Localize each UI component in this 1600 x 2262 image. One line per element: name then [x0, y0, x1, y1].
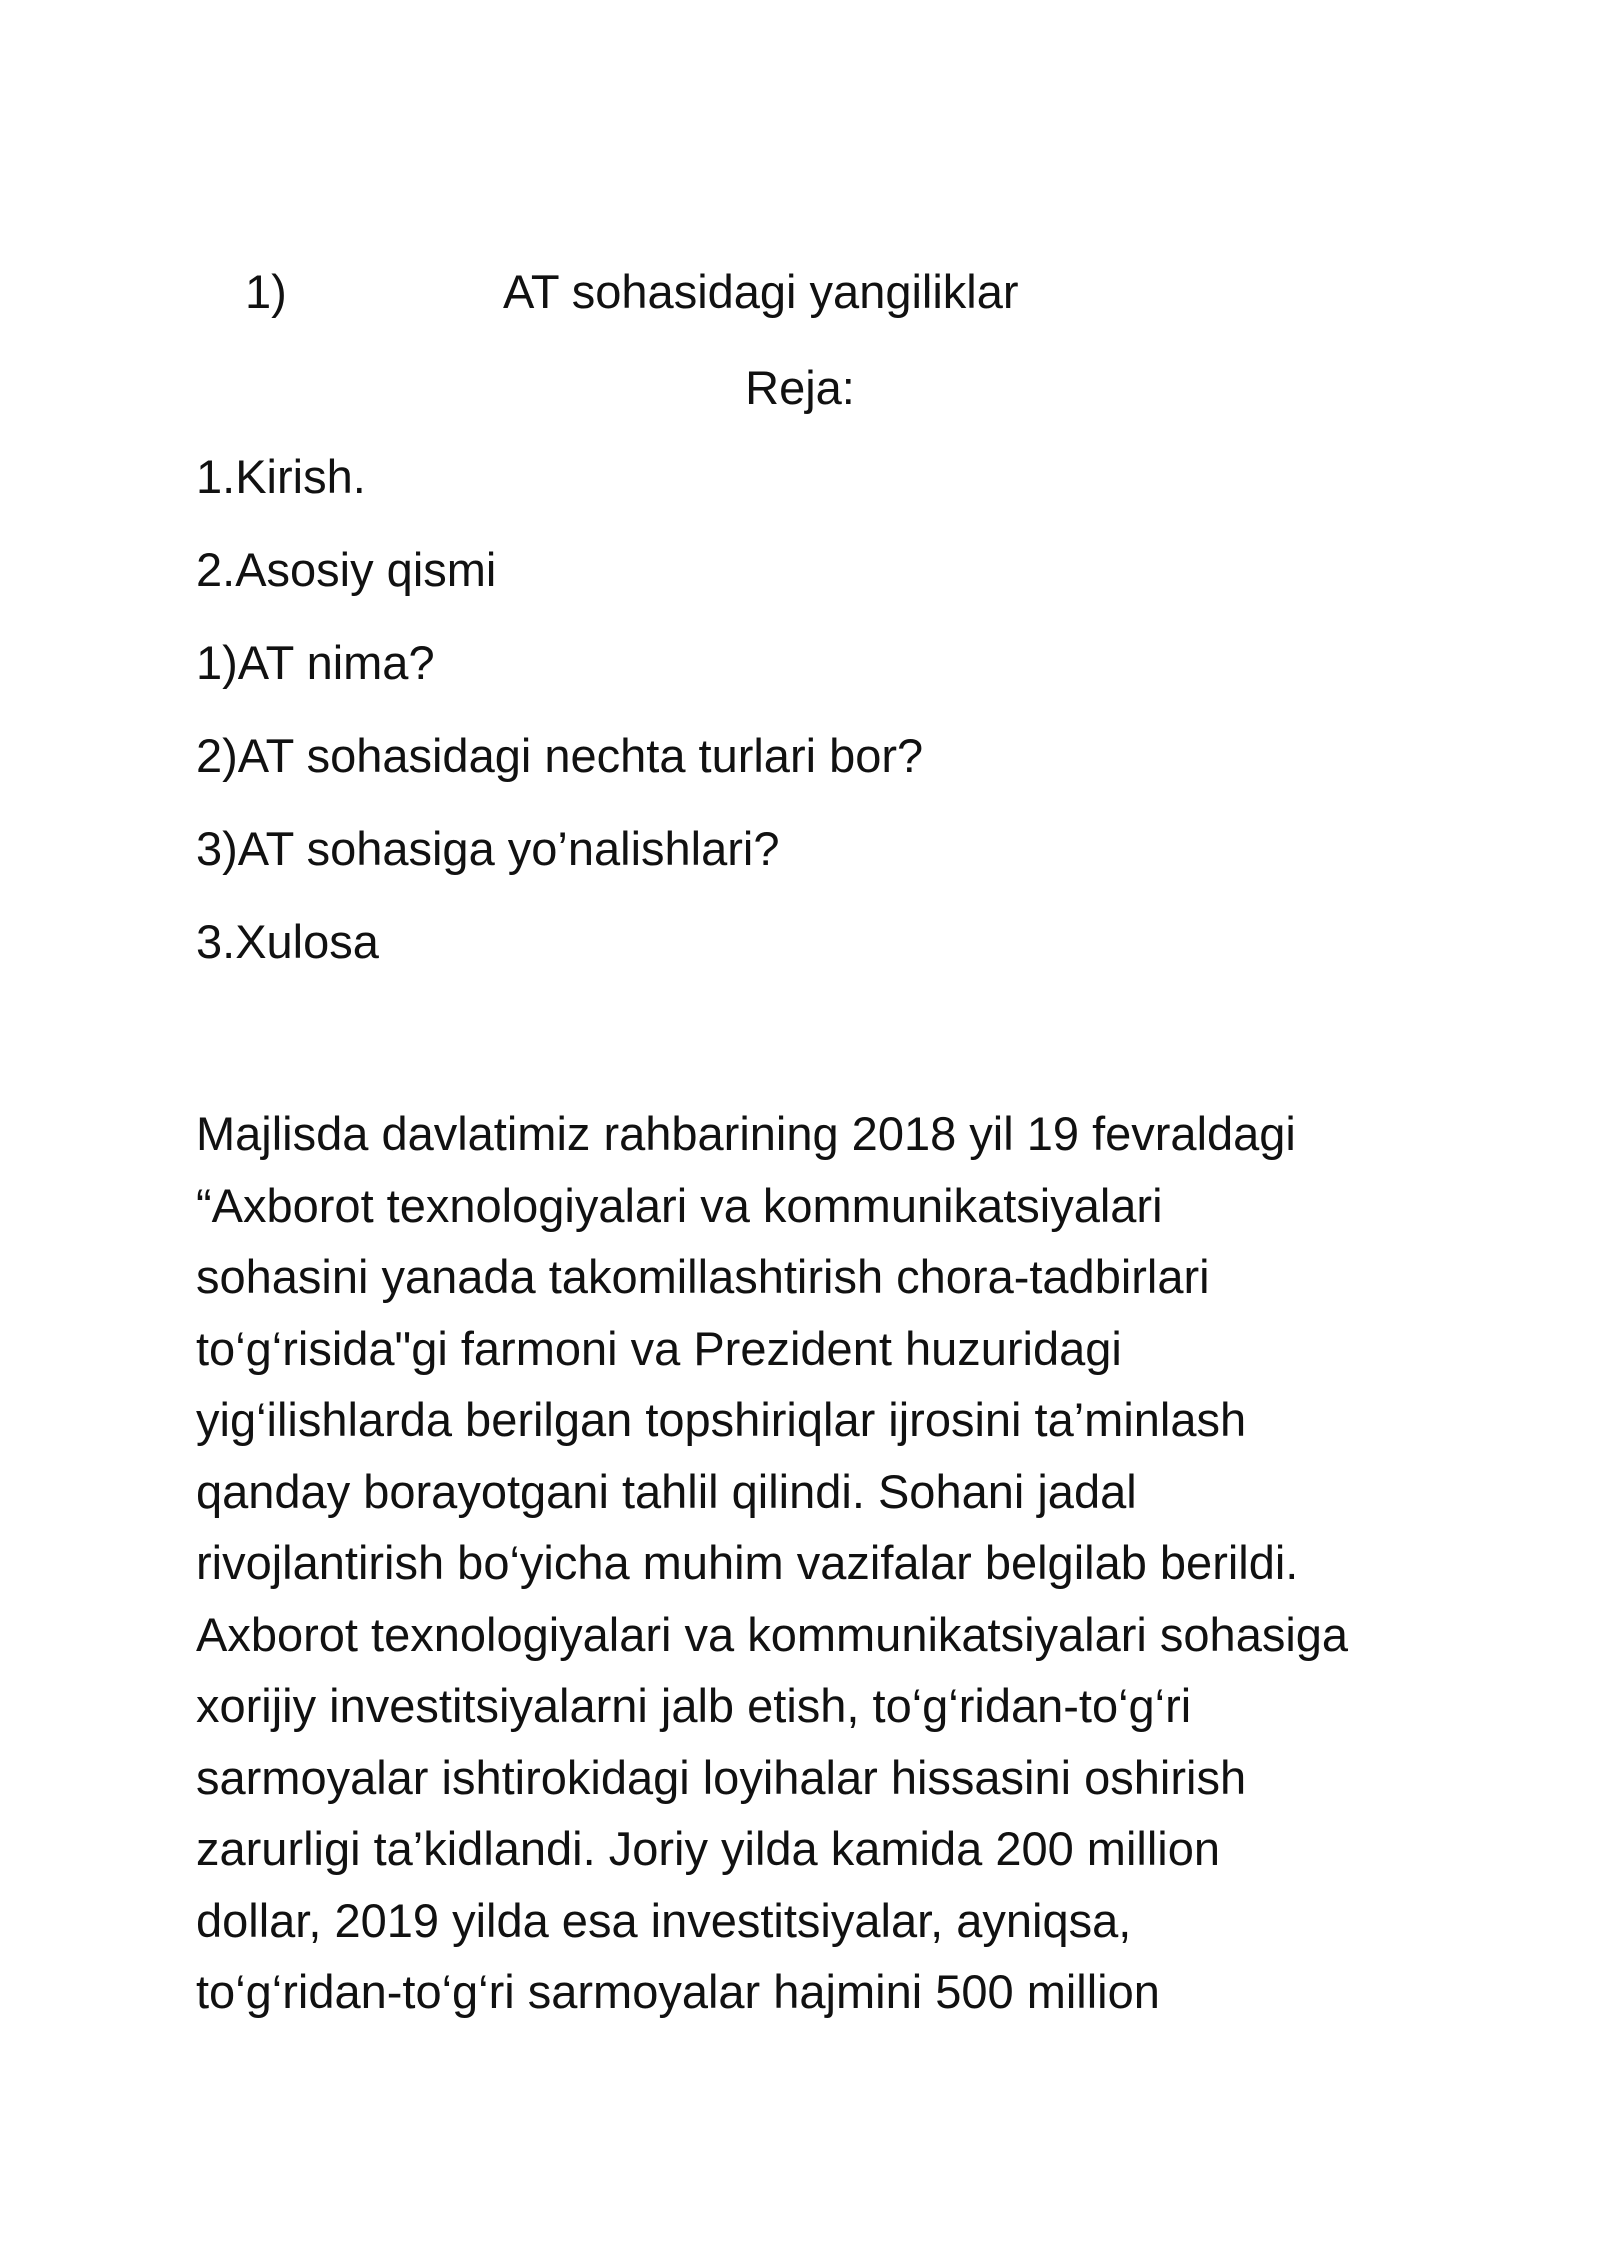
body-line: xorijiy investitsiyalarni jalb etish, to‘g‘ridan-to‘g‘ri [196, 1679, 1192, 1732]
body-line: yig‘ilishlarda berilgan topshiriqlar ijrosini ta’minlash [196, 1393, 1247, 1446]
body-line: dollar, 2019 yilda esa investitsiyalar, ayniqsa, [196, 1893, 1132, 1947]
body-line: Axborot texnologiyalari va kommunikatsiyalari sohasiga [196, 1607, 1349, 1661]
body-paragraph [196, 1098, 1456, 2028]
plan-title: Reja: [745, 361, 855, 414]
heading [0, 262, 1600, 322]
plan-item: 2.Asosiy qismi [196, 543, 497, 596]
plan-list [196, 447, 923, 1005]
body-line: sarmoyalar ishtirokidagi loyihalar hissasini oshirish [196, 1750, 1247, 1804]
body-line: zarurligi ta’kidlandi. Joriy yilda kamida 200 million [196, 1822, 1220, 1875]
body-line: qanday borayotgani tahlil qilindi. Sohani jadal [196, 1464, 1137, 1518]
body-line: Majlisda davlatimiz rahbarining 2018 yil 19 fevraldagi [196, 1107, 1296, 1160]
plan-item: 1)AT nima? [196, 636, 435, 689]
plan-item: 2)AT sohasidagi nechta turlari bor? [196, 729, 924, 782]
body-line: to‘g‘risida"gi farmoni va Prezident huzuridagi [196, 1321, 1122, 1375]
plan-item: 3)AT sohasiga yo’nalishlari? [196, 822, 780, 875]
plan-item: 3.Xulosa [196, 915, 379, 968]
body-line: to‘g‘ridan-to‘g‘ri sarmoyalar hajmini 500 million [196, 1965, 1160, 2018]
body-line: sohasini yanada takomillashtirish chora-tadbirlari [196, 1250, 1210, 1303]
heading-title: AT sohasidagi yangiliklar [503, 265, 1019, 318]
plan-item: 1.Kirish. [196, 450, 366, 503]
heading-number: 1) [245, 265, 287, 318]
body-line: “Axborot texnologiyalari va kommunikatsiyalari [196, 1178, 1163, 1232]
body-line: rivojlantirish bo‘yicha muhim vazifalar belgilab berildi. [196, 1536, 1299, 1589]
